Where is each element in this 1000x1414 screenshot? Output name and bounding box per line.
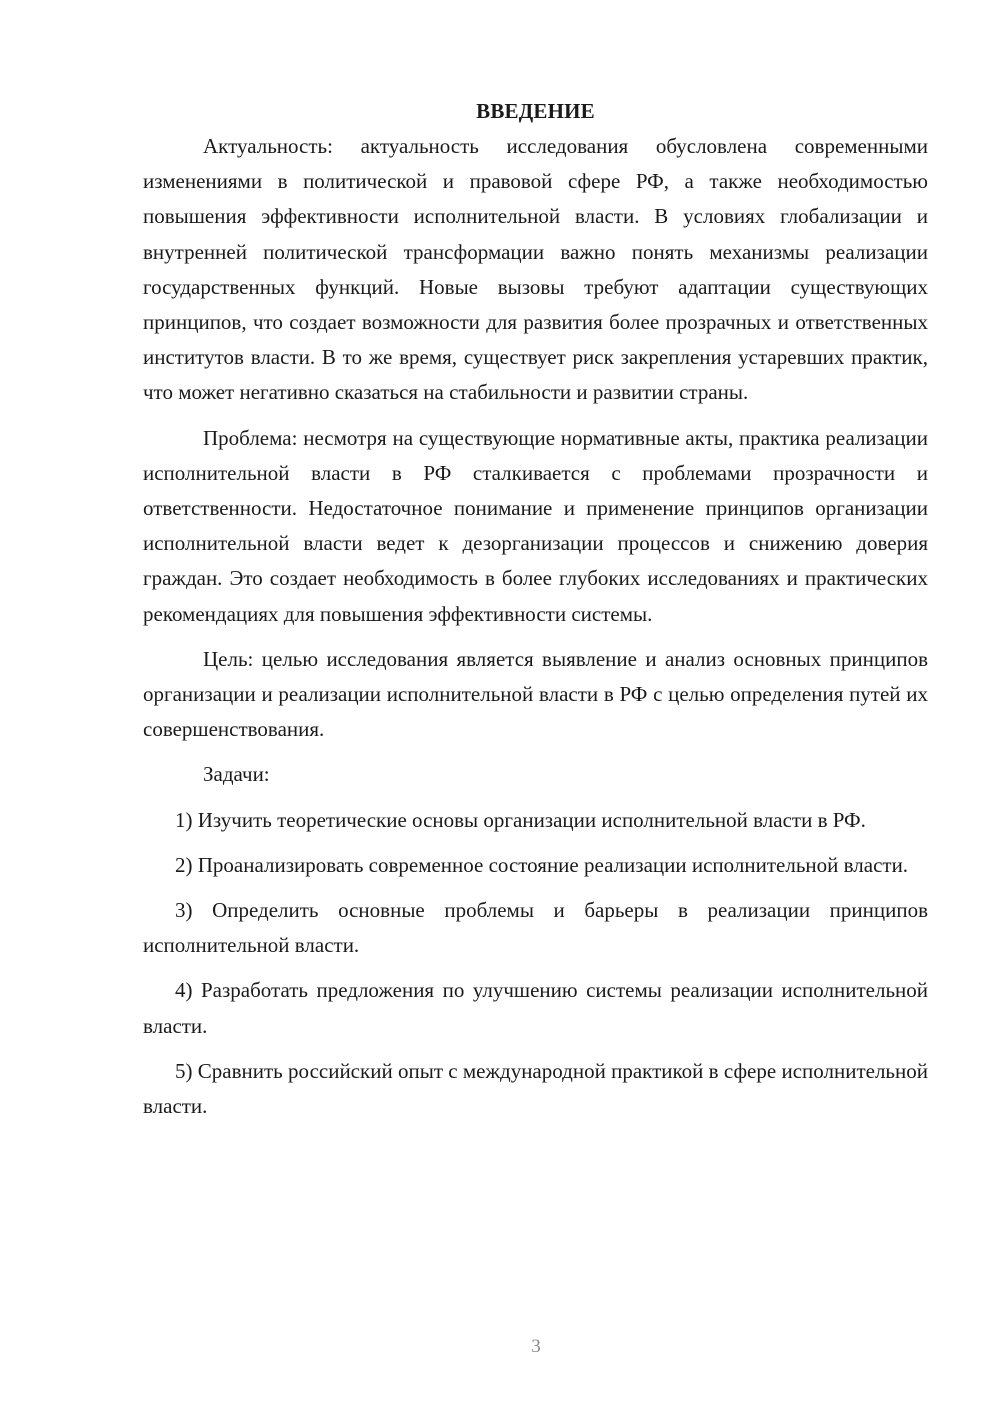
page-title: ВВЕДЕНИЕ <box>476 99 595 123</box>
task-item: 5) Сравнить российский опыт с международной практикой в сфере исполнительной власти. <box>143 1058 928 1119</box>
task-item: 2) Проанализировать современное состояние реализации исполнительной власти. <box>175 852 909 877</box>
task-item: 4) Разработать предложения по улучшению системы реализации исполнительной власти. <box>143 978 928 1038</box>
tasks-heading: Задачи: <box>203 762 270 787</box>
task-item: 1) Изучить теоретические основы организации исполнительной власти в РФ. <box>175 807 866 832</box>
paragraph-relevance: Актуальность: актуальность исследования обусловлена современными изменениями в политической и правовой сфере РФ, а также необходимостью повышения эффективности исполнительной власти. В условиях глобализации и внутренней политической трансформации важно понять механизмы реализации государственных функций. Новые вызовы требуют адаптации существующих принципов, что создает возможности для развития более прозрачных и ответственных институтов власти. В то же время, существует риск закрепления устаревших практик, что может негативно сказаться на стабильности и развитии страны. <box>143 134 928 405</box>
task-item: 3) Определить основные проблемы и барьеры в реализации принципов исполнительной власти. <box>143 898 928 958</box>
paragraph-problem: Проблема: несмотря на существующие нормативные акты, практика реализации исполнительной власти в РФ сталкивается с проблемами прозрачности и ответственности. Недостаточное понимание и применение принципов организации исполнительной власти ведет к дезорганизации процессов и снижению доверия граждан. Это создает необходимость в более глубоких исследованиях и практических рекомендациях для повышения эффективности системы. <box>143 425 928 626</box>
page-number: 3 <box>531 1336 541 1357</box>
paragraph-goal: Цель: целью исследования является выявление и анализ основных принципов организации и реализации исполнительной власти в РФ с целью определения путей их совершенствования. <box>143 646 928 742</box>
page-content <box>143 96 928 1124</box>
